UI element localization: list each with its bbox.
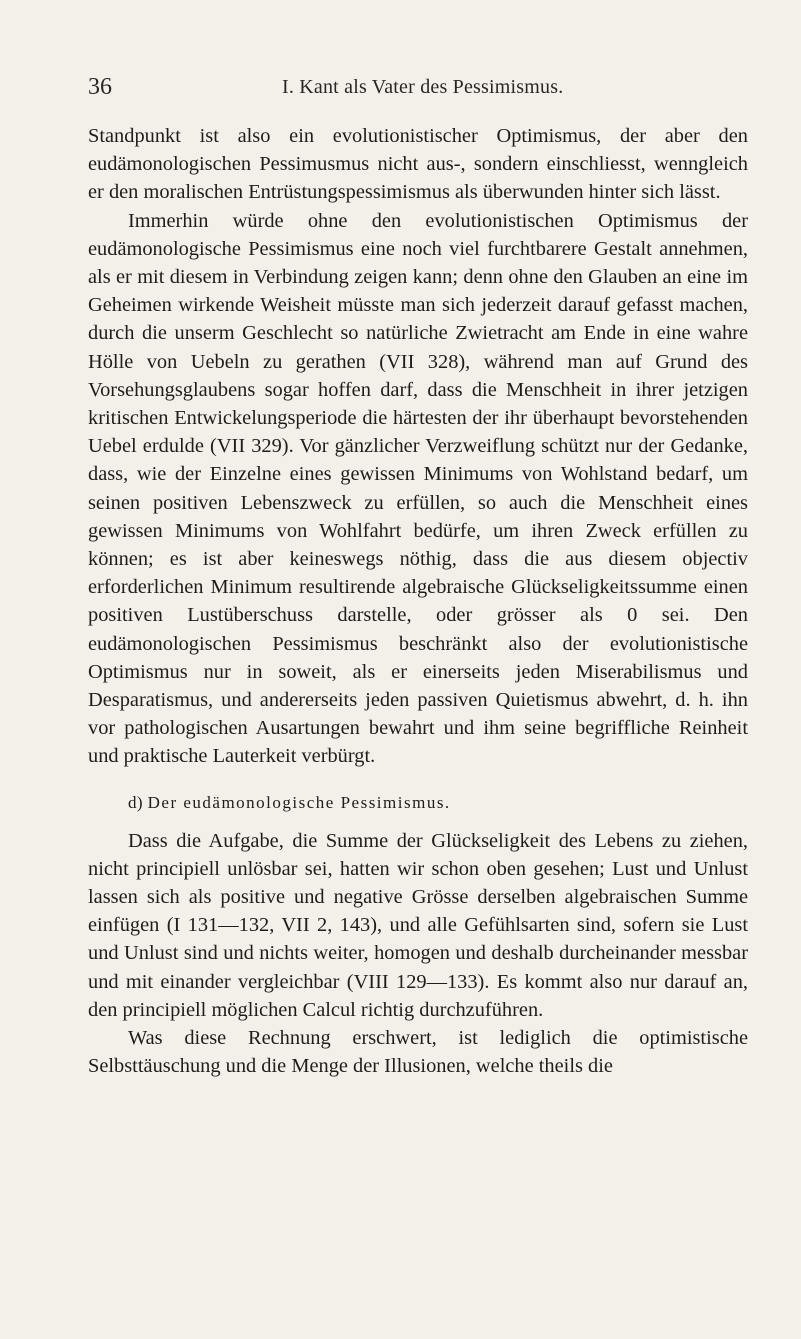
page-header [88, 74, 748, 104]
paragraph-was: Was diese Rechnung erschwert, ist lediglich die optimistische Selbsttäuschung und die Menge der Illusionen, welche theils die [88, 1027, 748, 1078]
section-heading [88, 791, 748, 815]
paragraph-continuation: Standpunkt ist also ein evolutionistischer Optimismus, der aber den eudämonologischen Pessimusmus nicht aus-, sondern einschliesst, wenngleich er den moralischen Entrüstungspessimismus als überwunden hinter sich lässt. [88, 125, 748, 204]
paragraph-immerhin: Immerhin würde ohne den evolutionistischen Optimismus der eudämonologische Pessimismus eine noch viel furchtbarere Gestalt annehmen, als er mit diesem in Verbindung zeigen kann; denn ohne den Glauben an eine im Geheimen wirkende Weisheit müsste man sich jederzeit darauf gefasst machen, durch die unserm Geschlecht so natürliche Zwietracht am Ende in eine wahre Hölle von Uebeln zu gerathen (VII 328), während man auf Grund des Vorsehungsglaubens sogar hoffen darf, dass die Menschheit in ihrer jetzigen kritischen Entwickelungsperiode die härtesten der ihr überhaupt bevorstehenden Uebel erdulde (VII 329). Vor gänzlicher Verzweiflung schützt nur der Gedanke, dass, wie der Einzelne eines gewissen Minimums von Wohlstand bedarf, um seinen positiven Lebenszweck zu erfüllen, so auch die Menschheit eines gewissen Minimums von Wohlfahrt bedürfe, um ihren Zweck erfüllen zu können; es ist aber keineswegs nöthig, dass die aus diesem objectiv erforderlichen Minimum resultirende algebraische Glückseligkeitssumme einen positiven Lustüberschuss darstelle, oder grösser als 0 sei. Den eudämonologischen Pessimismus beschränkt also der evolutionistische Optimismus nur in soweit, als er einerseits jeden Miserabilismus und Desparatismus, und andererseits jeden passiven Quietismus abwehrt, d. h. ihn vor pathologischen Ausartungen bewahrt und ihm seine begriffliche Reinheit und praktische Lauterkeit verbürgt. [88, 209, 748, 768]
page-number: 36 [88, 74, 112, 100]
section-title: Der eudämonologische Pessimismus. [147, 792, 451, 812]
running-title: I. Kant als Vater des Pessimismus. [282, 76, 564, 98]
page-body [88, 122, 748, 1081]
section-label: d) [128, 792, 143, 812]
paragraph-dass: Dass die Aufgabe, die Summe der Glückseligkeit des Lebens zu ziehen, nicht principiell unlösbar sei, hatten wir schon oben gesehen; Lust und Unlust lassen sich als positive und negative Grösse derselben algebraischen Summe einfügen (I 131—132, VII 2, 143), und alle Gefühlsarten sind, sofern sie Lust und Unlust sind und nichts weiter, homogen und deshalb durcheinander messbar und mit einander vergleichbar (VIII 129—133). Es kommt also nur darauf an, den principiell möglichen Calcul richtig durchzuführen. [88, 829, 748, 1021]
